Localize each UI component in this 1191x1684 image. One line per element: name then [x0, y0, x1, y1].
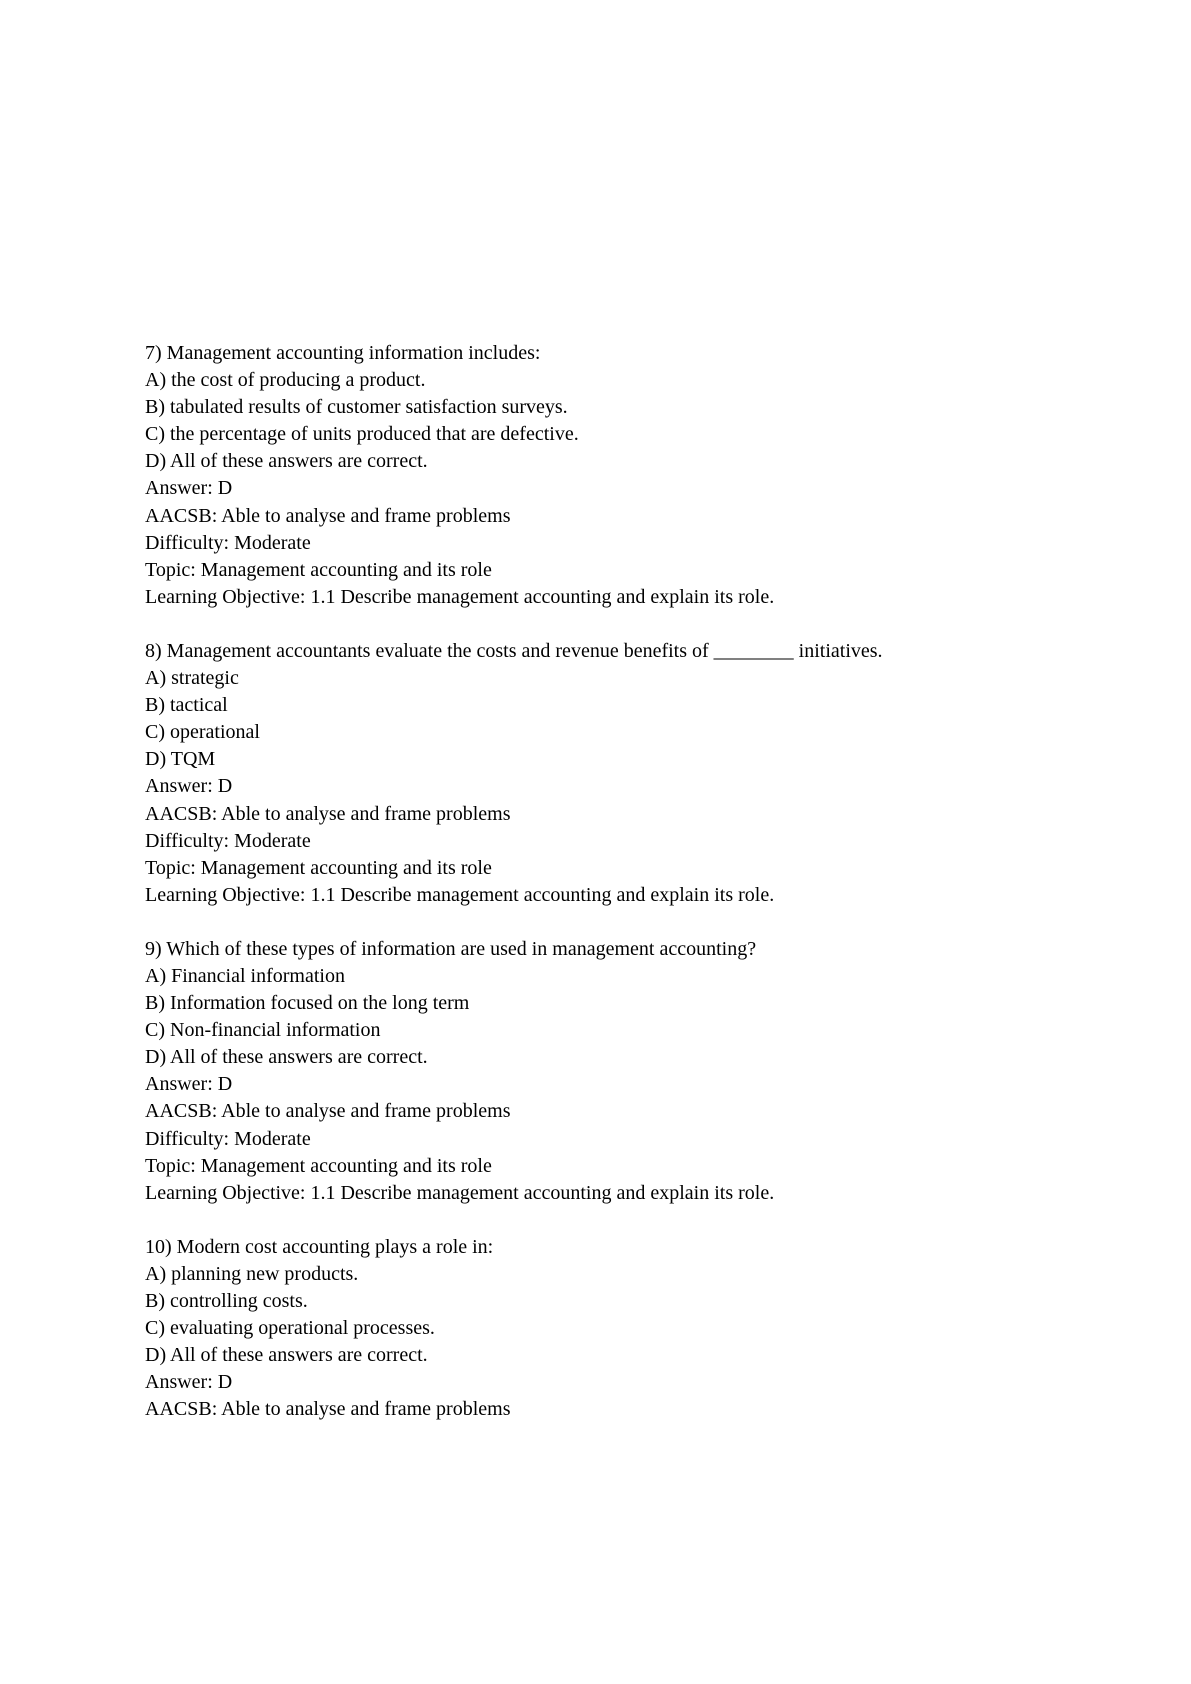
difficulty-line: Difficulty: Moderate [145, 829, 311, 852]
option-c: C) the percentage of units produced that are defective. [145, 423, 579, 446]
question-8 [145, 638, 1145, 909]
option-d: D) TQM [145, 748, 216, 771]
aacsb-line: AACSB: Able to analyse and frame problems [145, 1100, 511, 1123]
learning-objective-line: Learning Objective: 1.1 Describe management accounting and explain its role. [145, 883, 775, 906]
topic-line: Topic: Management accounting and its role [145, 558, 492, 581]
learning-objective-line: Learning Objective: 1.1 Describe management accounting and explain its role. [145, 585, 775, 608]
option-c: C) evaluating operational processes. [145, 1317, 435, 1340]
aacsb-line: AACSB: Able to analyse and frame problems [145, 504, 511, 527]
question-stem: 9) Which of these types of information are used in management accounting? [145, 937, 757, 960]
difficulty-line: Difficulty: Moderate [145, 531, 311, 554]
question-stem: 7) Management accounting information includes: [145, 342, 541, 364]
question-stem: 10) Modern cost accounting plays a role in: [145, 1235, 494, 1258]
topic-line: Topic: Management accounting and its role [145, 1154, 492, 1177]
aacsb-line: AACSB: Able to analyse and frame problems [145, 802, 511, 825]
question-list [145, 340, 1145, 1450]
option-a: A) strategic [145, 667, 239, 690]
aacsb-line: AACSB: Able to analyse and frame problems [145, 1398, 511, 1421]
option-c: C) Non-financial information [145, 1019, 381, 1042]
difficulty-line: Difficulty: Moderate [145, 1127, 311, 1150]
option-d: D) All of these answers are correct. [145, 450, 428, 473]
option-b: B) tactical [145, 694, 228, 717]
option-d: D) All of these answers are correct. [145, 1344, 428, 1367]
answer-line: Answer: D [145, 477, 233, 500]
option-a: A) the cost of producing a product. [145, 369, 426, 392]
answer-line: Answer: D [145, 1371, 233, 1394]
question-10 [145, 1234, 1145, 1424]
option-d: D) All of these answers are correct. [145, 1046, 428, 1069]
option-b: B) Information focused on the long term [145, 992, 470, 1015]
question-stem: 8) Management accountants evaluate the costs and revenue benefits of ________ initiatives. [145, 639, 883, 662]
topic-line: Topic: Management accounting and its role [145, 856, 492, 879]
option-b: B) tabulated results of customer satisfaction surveys. [145, 396, 568, 419]
learning-objective-line: Learning Objective: 1.1 Describe management accounting and explain its role. [145, 1181, 775, 1204]
option-a: A) planning new products. [145, 1262, 359, 1285]
answer-line: Answer: D [145, 1073, 233, 1096]
option-c: C) operational [145, 721, 260, 744]
option-b: B) controlling costs. [145, 1290, 308, 1312]
question-7 [145, 340, 1145, 611]
option-a: A) Financial information [145, 964, 345, 987]
answer-line: Answer: D [145, 775, 233, 798]
question-9 [145, 936, 1145, 1207]
